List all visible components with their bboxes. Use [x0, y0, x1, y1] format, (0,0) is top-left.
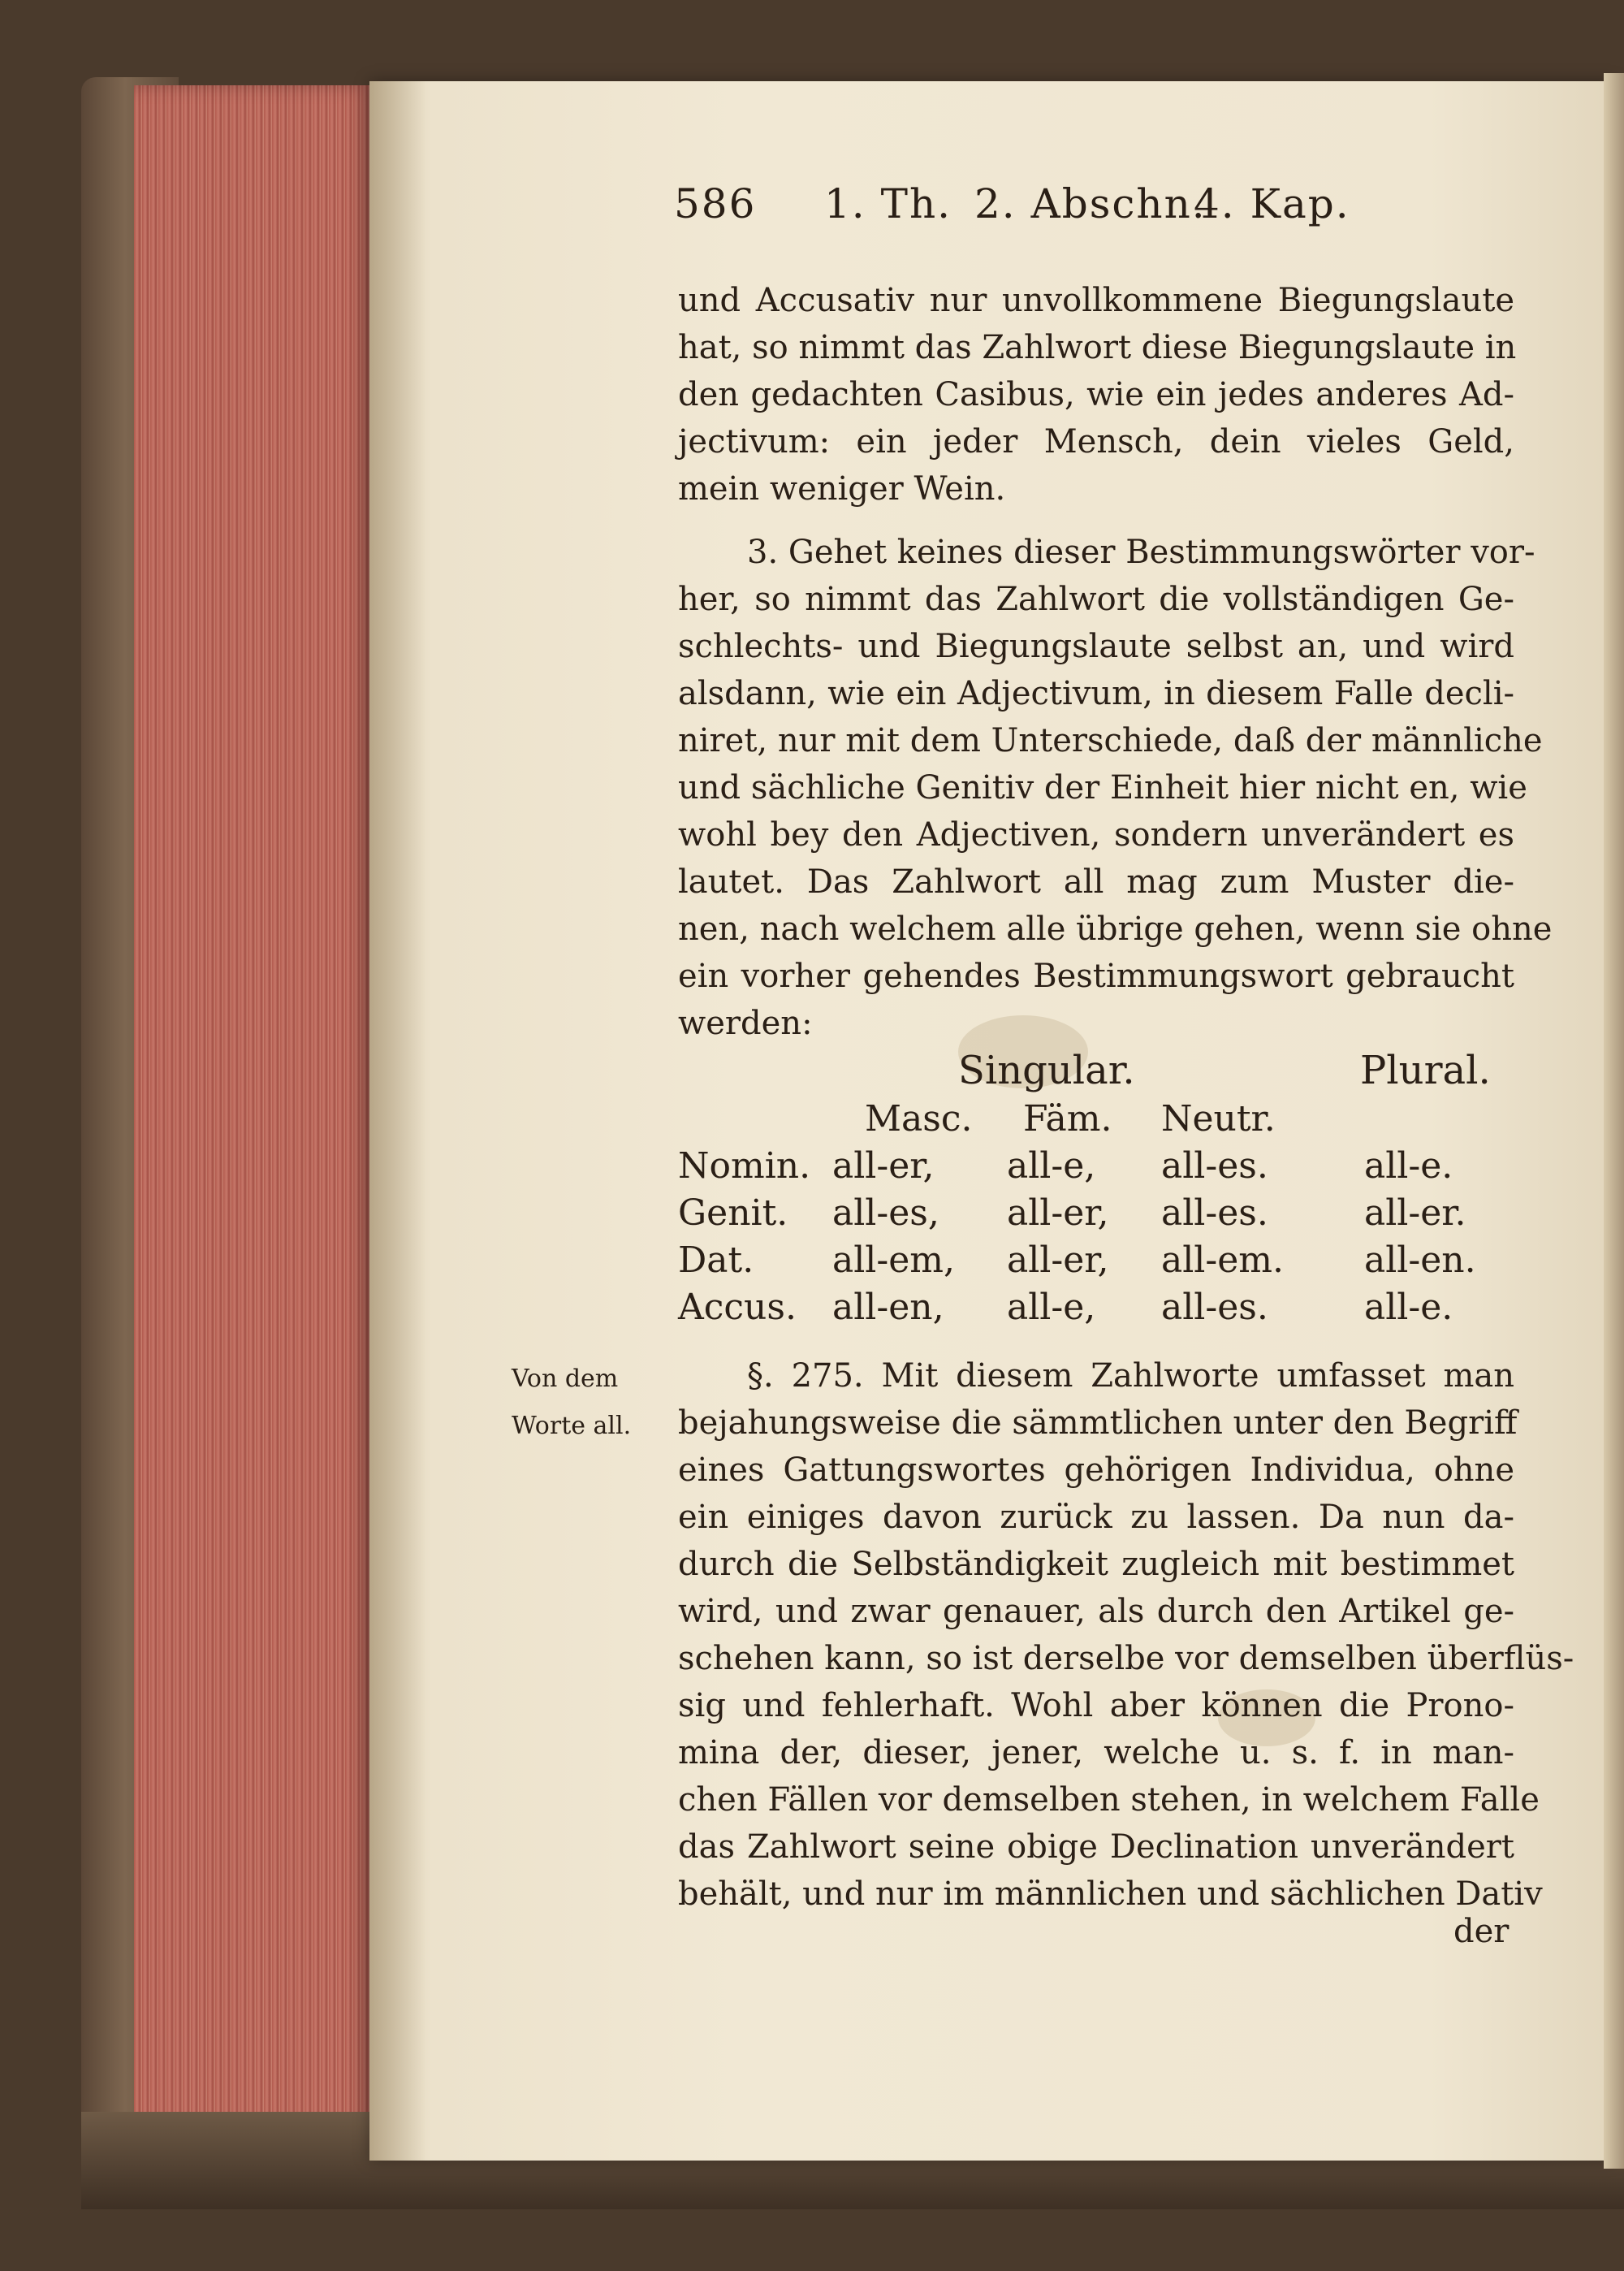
- table-cell: all-e,: [1007, 1145, 1096, 1187]
- text-line: wohl bey den Adjectiven, sondern unverändert es: [678, 816, 1514, 854]
- catchword: der: [1453, 1913, 1510, 1950]
- text-line: nen, nach welchem alle übrige gehen, wenn sie ohne: [678, 911, 1553, 948]
- text-line: schlechts- und Biegungslaute selbst an, und wird: [678, 628, 1514, 665]
- text-line: bejahungsweise die sämmtlichen unter den Begriff: [678, 1404, 1518, 1442]
- table-cell: all-e,: [1007, 1287, 1096, 1328]
- table-cell: all-en.: [1364, 1239, 1476, 1281]
- plural-heading: Plural.: [1360, 1048, 1491, 1093]
- text-line: ein vorher gehendes Bestimmungswort gebraucht: [678, 958, 1514, 995]
- page-number: 586: [674, 180, 757, 227]
- text-line: jectivum: ein jeder Mensch, dein vieles Geld,: [678, 423, 1514, 461]
- text-line: hat, so nimmt das Zahlwort diese Biegungslaute in: [678, 329, 1517, 366]
- text-line: eines Gattungswortes gehörigen Individua, ohne: [678, 1451, 1514, 1489]
- header-part: 1. Th.: [824, 180, 952, 227]
- case-label: Dat.: [678, 1239, 754, 1281]
- text-line: und sächliche Genitiv der Einheit hier nicht en, wie: [678, 769, 1527, 807]
- margin-note-line: Von dem: [512, 1365, 619, 1393]
- opposite-page-edge: [1604, 73, 1624, 2169]
- text-line: behält, und nur im männlichen und sächlichen Dativ: [678, 1875, 1543, 1913]
- table-cell: all-er.: [1364, 1192, 1466, 1234]
- text-line: den gedachten Casibus, wie ein jedes anderes Ad-: [678, 376, 1514, 413]
- text-line: alsdann, wie ein Adjectivum, in diesem Falle decli-: [678, 675, 1514, 712]
- text-line: mein weniger Wein.: [678, 470, 1006, 508]
- text-line: 3. Gehet keines dieser Bestimmungswörter vor-: [747, 534, 1535, 571]
- page-block-edges: [134, 85, 378, 2161]
- gender-fem: Fäm.: [1023, 1098, 1112, 1140]
- table-cell: all-es.: [1161, 1192, 1268, 1234]
- text-line: niret, nur mit dem Unterschiede, daß der männliche: [678, 722, 1543, 759]
- table-cell: all-em,: [832, 1239, 955, 1281]
- case-label: Nomin.: [678, 1145, 811, 1187]
- text-line: sig und fehlerhaft. Wohl aber können die Prono-: [678, 1687, 1514, 1724]
- table-cell: all-er,: [1007, 1192, 1109, 1234]
- text-line: mina der, dieser, jener, welche u. s. f. in man-: [678, 1734, 1514, 1771]
- gender-neut: Neutr.: [1161, 1098, 1276, 1140]
- table-cell: all-er,: [1007, 1239, 1109, 1281]
- text-line: werden:: [678, 1005, 813, 1042]
- text-line: durch die Selbständigkeit zugleich mit bestimmet: [678, 1546, 1514, 1583]
- text-line: chen Fällen vor demselben stehen, in welchem Falle: [678, 1781, 1540, 1819]
- gutter-shadow: [369, 81, 426, 2161]
- case-label: Genit.: [678, 1192, 788, 1234]
- table-cell: all-e.: [1364, 1145, 1453, 1187]
- table-cell: all-er,: [832, 1145, 935, 1187]
- running-header: [674, 180, 1486, 245]
- text-line: schehen kann, so ist derselbe vor demselben überflüs-: [678, 1640, 1574, 1677]
- gender-masc: Masc.: [865, 1098, 973, 1140]
- text-line: §. 275. Mit diesem Zahlworte umfasset man: [747, 1357, 1514, 1395]
- header-chapter: 4. Kap.: [1194, 180, 1350, 227]
- table-cell: all-e.: [1364, 1287, 1453, 1328]
- text-line: wird, und zwar genauer, als durch den Artikel ge-: [678, 1593, 1514, 1630]
- header-section: 2. Abschn.: [974, 180, 1207, 227]
- text-line: das Zahlwort seine obige Declination unverändert: [678, 1828, 1514, 1866]
- table-cell: all-es,: [832, 1192, 939, 1234]
- table-cell: all-em.: [1161, 1239, 1284, 1281]
- table-cell: all-es.: [1161, 1287, 1268, 1328]
- text-line: und Accusativ nur unvollkommene Biegungslaute: [678, 282, 1514, 319]
- text-line: her, so nimmt das Zahlwort die vollständigen Ge-: [678, 581, 1514, 618]
- case-label: Accus.: [678, 1287, 797, 1328]
- text-line: ein einiges davon zurück zu lassen. Da nun da-: [678, 1499, 1514, 1536]
- table-cell: all-en,: [832, 1287, 944, 1328]
- margin-note-line: Worte all.: [512, 1412, 632, 1440]
- text-line: lautet. Das Zahlwort all mag zum Muster die-: [678, 863, 1514, 901]
- table-cell: all-es.: [1161, 1145, 1268, 1187]
- singular-heading: Singular.: [958, 1048, 1135, 1093]
